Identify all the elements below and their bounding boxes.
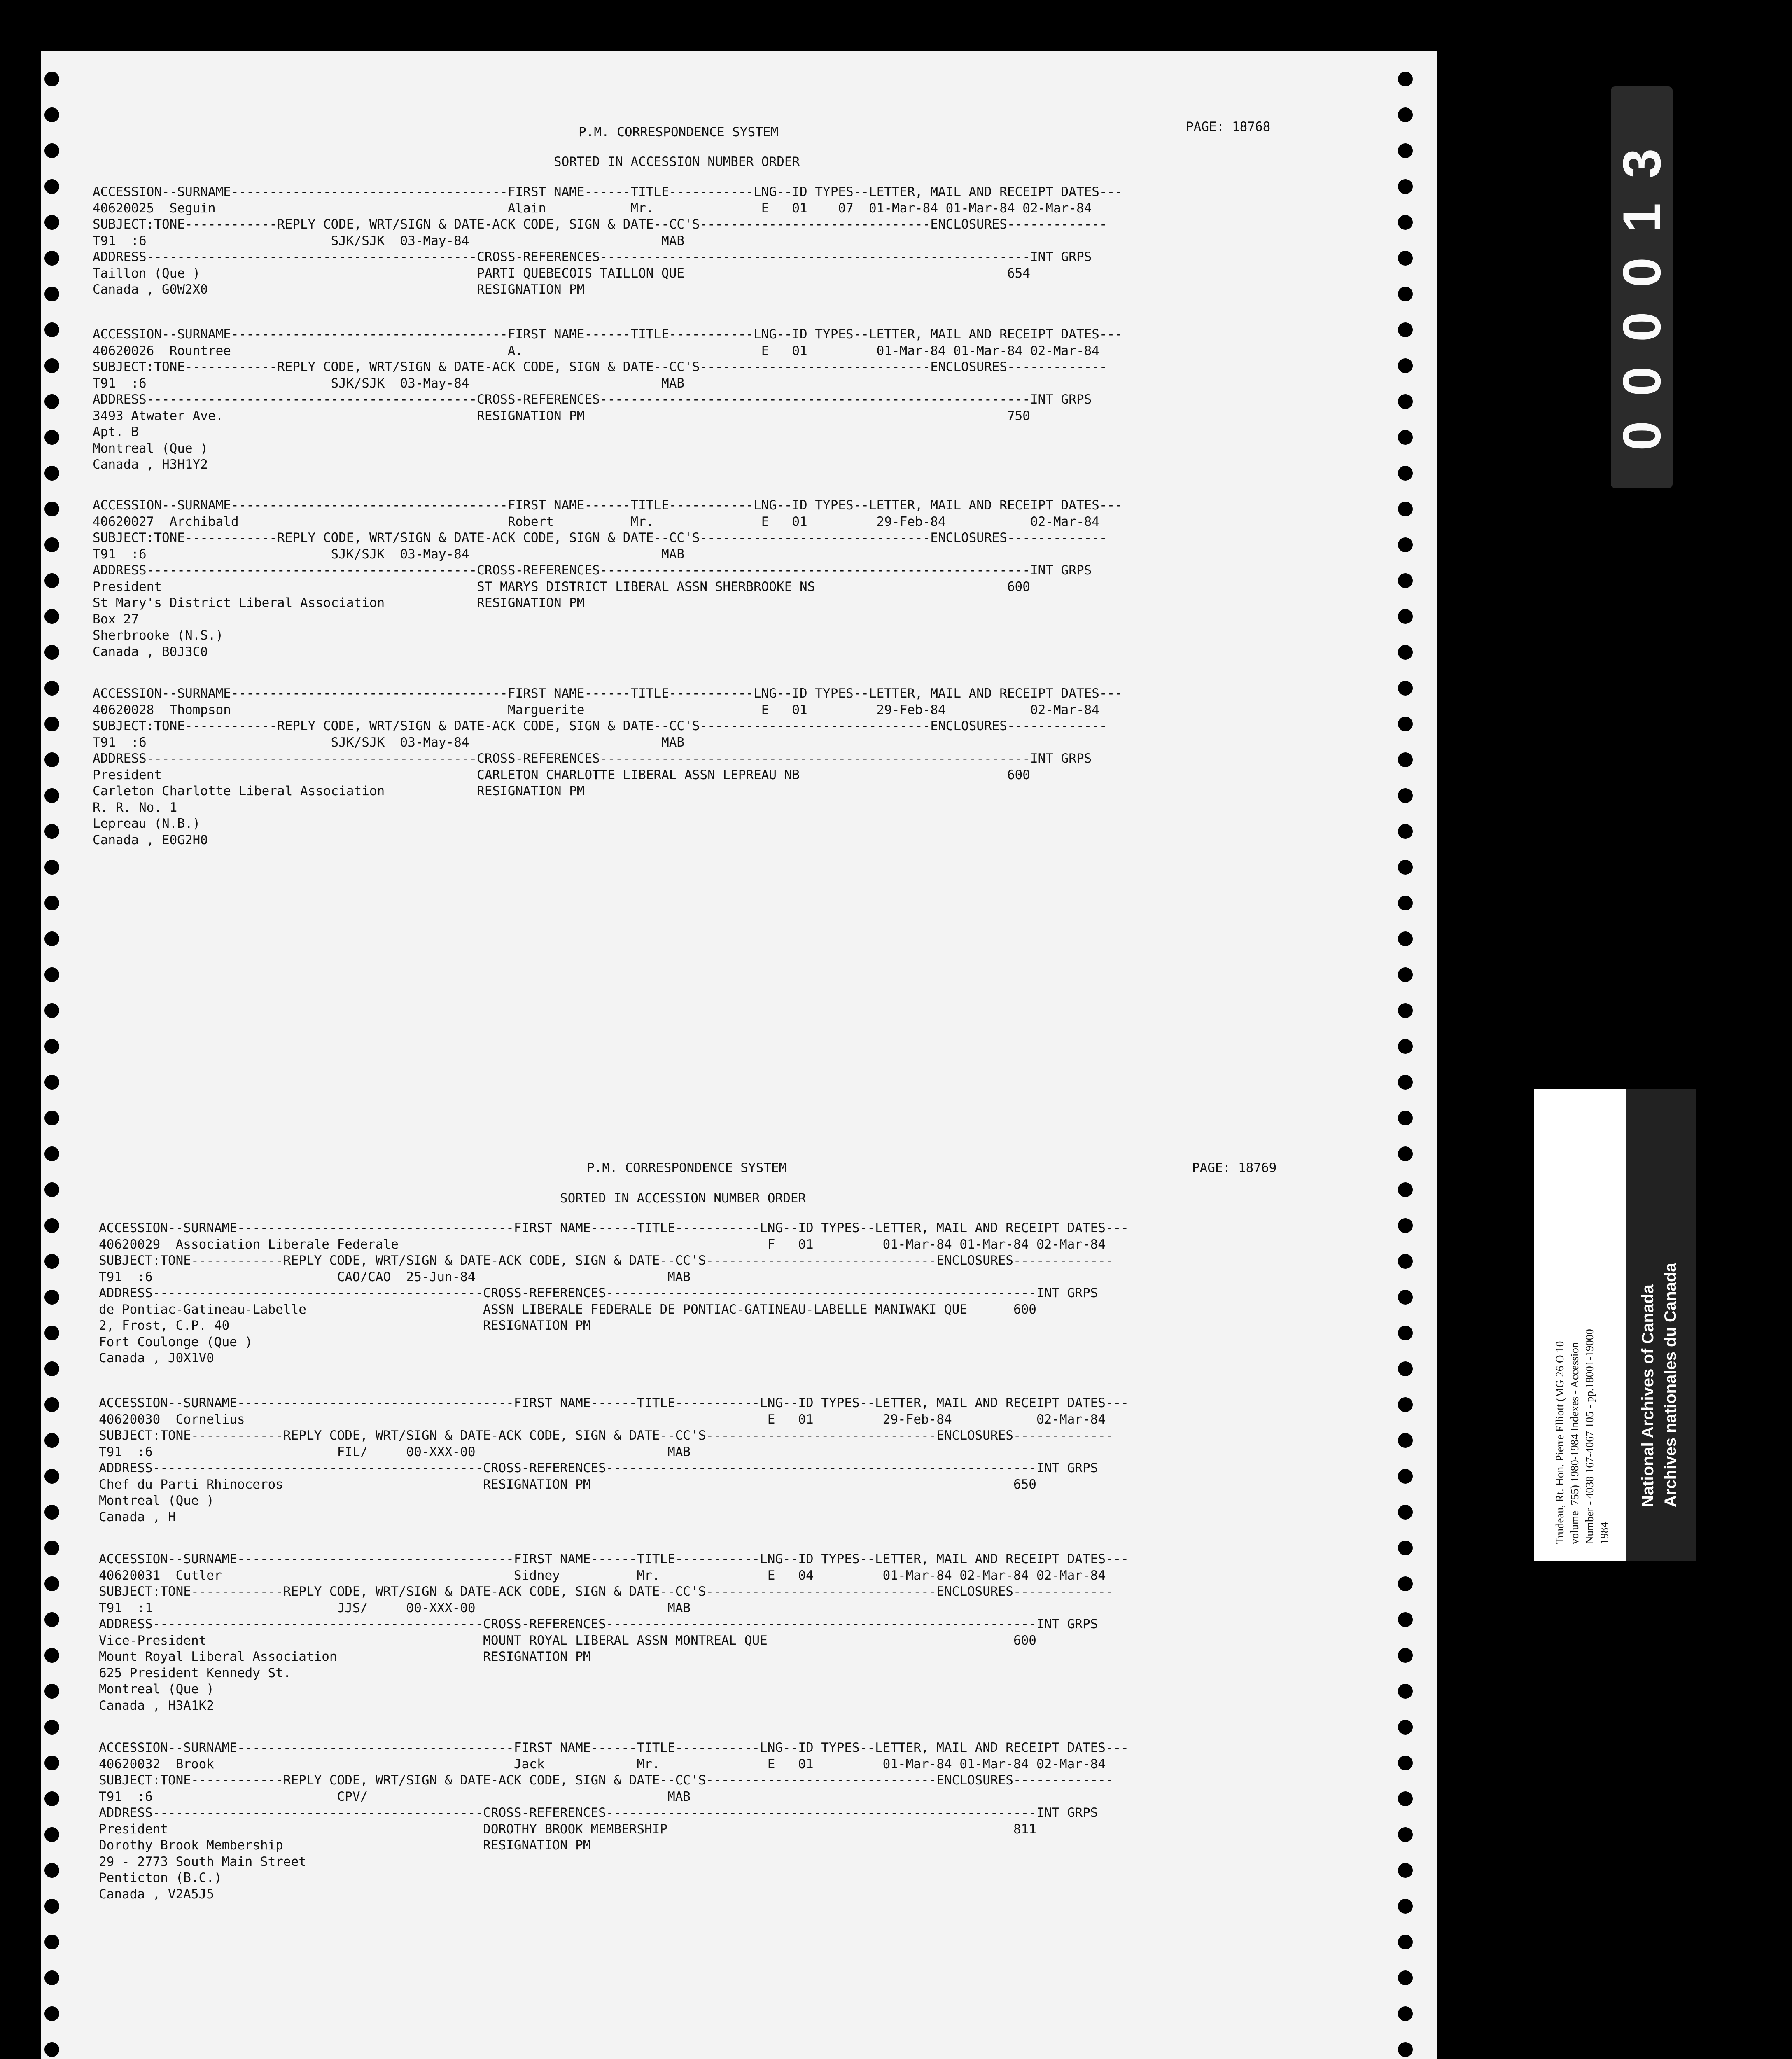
record-block: ACCESSION--SURNAME------------------------------------FIRST NAME------TITLE-----------LNG--ID TYPES--LETTER, MAIL AND RECEIPT DATES--- 40620031 Cutler Sidney Mr. E 04 01-Mar-84 02-Mar-84 02-Mar-84 SUBJECT:TONE------------REPLY CODE, WRT/SIGN & DATE-ACK CODE, SIGN & DATE--CC'S------------------------------ENCLOSURES------------- T91 :1 JJS/ 00-XXX-00 MAB ADDRESS-------------------------------------------CROSS-REFERENCES--------------------------------------------------------INT GRPS Vice-President MOUNT ROYAL LIBERAL ASSN MONTREAL QUE 600 Mount Royal Liberal Association RESIGNATION PM 625 President Kennedy St. Montreal (Que ) Canada , H3A1K2 xyxy=(99,1552,1129,1713)
feed-hole xyxy=(1398,394,1413,409)
archive-label xyxy=(1534,1089,1696,1561)
feed-hole xyxy=(44,752,59,767)
feed-hole xyxy=(44,358,59,373)
feed-hole xyxy=(1398,1612,1413,1627)
feed-hole xyxy=(1398,967,1413,982)
feed-hole xyxy=(44,72,59,86)
institution-band xyxy=(1626,1089,1696,1561)
system-title: P.M. CORRESPONDENCE SYSTEM xyxy=(579,125,779,140)
sort-caption: SORTED IN ACCESSION NUMBER ORDER xyxy=(554,154,800,169)
feed-hole xyxy=(1398,2042,1413,2057)
frame-number: 000013 xyxy=(1612,124,1672,451)
feed-hole xyxy=(44,1541,59,1555)
feed-hole xyxy=(44,1899,59,1914)
feed-hole xyxy=(1398,251,1413,266)
feed-hole xyxy=(1398,502,1413,516)
feed-hole xyxy=(1398,573,1413,588)
feed-hole xyxy=(44,1290,59,1305)
institution-fr: Archives nationales du Canada xyxy=(1661,1263,1680,1507)
feed-hole xyxy=(44,2042,59,2057)
record-block: ACCESSION--SURNAME------------------------------------FIRST NAME------TITLE-----------LNG--ID TYPES--LETTER, MAIL AND RECEIPT DATES--- 40620029 Association Liberale Federale F 01 01-Mar-84 01-Mar-84 02-Mar-84 SUBJECT:TONE------------REPLY CODE, WRT/SIGN & DATE-ACK CODE, SIGN & DATE--CC'S------------------------------ENCLOSURES------------- T91 :6 CAO/CAO 25-Jun-84 MAB ADDRESS-------------------------------------------CROSS-REFERENCES--------------------------------------------------------INT GRPS de Pontiac-Gatineau-Labelle ASSN LIBERALE FEDERALE DE PONTIAC-GATINEAU-LABELLE MANIWAKI QUE 600 2, Frost, C.P. 40 RESIGNATION PM Fort Coulonge (Que ) Canada , J0X1V0 xyxy=(99,1221,1129,1366)
feed-hole xyxy=(1398,681,1413,696)
feed-hole xyxy=(44,1397,59,1412)
feed-hole xyxy=(44,287,59,301)
feed-hole xyxy=(1398,1756,1413,1770)
feed-hole xyxy=(44,1863,59,1878)
feed-hole xyxy=(44,573,59,588)
feed-hole xyxy=(44,788,59,803)
feed-hole xyxy=(44,1684,59,1699)
feed-hole xyxy=(44,466,59,481)
feed-hole xyxy=(1398,1863,1413,1878)
feed-hole xyxy=(1398,1576,1413,1591)
feed-hole xyxy=(1398,466,1413,481)
system-title: P.M. CORRESPONDENCE SYSTEM xyxy=(587,1160,787,1175)
feed-hole xyxy=(44,215,59,230)
feed-hole xyxy=(1398,609,1413,624)
feed-hole xyxy=(44,1182,59,1197)
record-block: ACCESSION--SURNAME------------------------------------FIRST NAME------TITLE-----------LNG--ID TYPES--LETTER, MAIL AND RECEIPT DATES--- 40620030 Cornelius E 01 29-Feb-84 02-Mar-84 SUBJECT:TONE------------REPLY CODE, WRT/SIGN & DATE-ACK CODE, SIGN & DATE--CC'S------------------------------ENCLOSURES------------- T91 :6 FIL/ 00-XXX-00 MAB ADDRESS-------------------------------------------CROSS-REFERENCES--------------------------------------------------------INT GRPS Chef du Parti Rhinoceros RESIGNATION PM 650 Montreal (Que ) Canada , H xyxy=(99,1396,1129,1524)
feed-hole xyxy=(1398,824,1413,839)
feed-hole xyxy=(44,1505,59,1520)
feed-hole xyxy=(1398,1970,1413,1985)
feed-hole xyxy=(1398,1684,1413,1699)
feed-hole xyxy=(44,931,59,946)
feed-hole xyxy=(1398,1003,1413,1018)
feed-hole xyxy=(44,1254,59,1269)
feed-hole xyxy=(44,1361,59,1376)
feed-hole xyxy=(44,1218,59,1233)
feed-hole xyxy=(44,107,59,122)
feed-hole xyxy=(44,537,59,552)
institution-en: National Archives of Canada xyxy=(1639,1284,1657,1507)
feed-hole xyxy=(1398,1541,1413,1555)
feed-hole xyxy=(44,1469,59,1484)
feed-hole xyxy=(44,1039,59,1054)
feed-hole xyxy=(1398,72,1413,86)
feed-hole xyxy=(1398,1290,1413,1305)
feed-hole xyxy=(1398,1433,1413,1448)
feed-hole xyxy=(44,1576,59,1591)
sort-caption: SORTED IN ACCESSION NUMBER ORDER xyxy=(560,1191,806,1206)
feed-hole xyxy=(44,967,59,982)
feed-hole xyxy=(44,322,59,337)
feed-hole xyxy=(1398,1827,1413,1842)
feed-hole xyxy=(44,179,59,194)
feed-hole xyxy=(1398,717,1413,731)
feed-hole xyxy=(44,1756,59,1770)
feed-hole xyxy=(44,1433,59,1448)
feed-hole xyxy=(44,36,59,51)
feed-hole xyxy=(1398,931,1413,946)
feed-hole xyxy=(44,1935,59,1949)
feed-hole xyxy=(1398,537,1413,552)
feed-hole xyxy=(1398,1075,1413,1090)
page-number: PAGE: 18768 xyxy=(1186,119,1271,134)
feed-hole xyxy=(1398,358,1413,373)
feed-hole xyxy=(1398,1218,1413,1233)
feed-hole xyxy=(1398,1326,1413,1340)
feed-hole xyxy=(1398,1720,1413,1735)
feed-hole xyxy=(44,609,59,624)
feed-hole xyxy=(1398,1935,1413,1949)
feed-hole xyxy=(44,1970,59,1985)
feed-hole xyxy=(44,143,59,158)
feed-hole xyxy=(44,1827,59,1842)
feed-hole xyxy=(1398,1469,1413,1484)
record-block: ACCESSION--SURNAME------------------------------------FIRST NAME------TITLE-----------LNG--ID TYPES--LETTER, MAIL AND RECEIPT DATES--- 40620032 Brook Jack Mr. E 01 01-Mar-84 01-Mar-84 02-Mar-84 SUBJECT:TONE------------REPLY CODE, WRT/SIGN & DATE-ACK CODE, SIGN & DATE--CC'S------------------------------ENCLOSURES------------- T91 :6 CPV/ MAB ADDRESS-------------------------------------------CROSS-REFERENCES--------------------------------------------------------INT GRPS President DOROTHY BROOK MEMBERSHIP 811 Dorothy Brook Membership RESIGNATION PM 29 - 2773 South Main Street Penticton (B.C.) Canada , V2A5J5 xyxy=(99,1740,1129,1902)
feed-hole xyxy=(44,1111,59,1125)
feed-hole xyxy=(1398,215,1413,230)
feed-hole xyxy=(44,1326,59,1340)
record-block: ACCESSION--SURNAME------------------------------------FIRST NAME------TITLE-----------LNG--ID TYPES--LETTER, MAIL AND RECEIPT DATES--- 40620028 Thompson Marguerite E 01 29-Feb-84 02-Mar-84 SUBJECT:TONE------------REPLY CODE, WRT/SIGN & DATE-ACK CODE, SIGN & DATE--CC'S------------------------------ENCLOSURES------------- T91 :6 SJK/SJK 03-May-84 MAB ADDRESS-------------------------------------------CROSS-REFERENCES--------------------------------------------------------INT GRPS President CARLETON CHARLOTTE LIBERAL ASSN LEPREAU NB 600 Carleton Charlotte Liberal Association RESIGNATION PM R. R. No. 1 Lepreau (N.B.) Canada , E0G2H0 xyxy=(93,686,1122,847)
feed-hole xyxy=(1398,287,1413,301)
feed-hole xyxy=(44,2006,59,2021)
feed-hole xyxy=(1398,322,1413,337)
feed-hole xyxy=(1398,1791,1413,1806)
feed-hole xyxy=(44,1075,59,1090)
feed-hole xyxy=(44,1146,59,1161)
feed-hole xyxy=(1398,860,1413,875)
feed-hole xyxy=(1398,1505,1413,1520)
feed-hole xyxy=(44,394,59,409)
feed-hole xyxy=(1398,107,1413,122)
feed-hole xyxy=(44,717,59,731)
feed-hole xyxy=(44,1720,59,1735)
feed-hole xyxy=(1398,1039,1413,1054)
record-block: ACCESSION--SURNAME------------------------------------FIRST NAME------TITLE-----------LNG--ID TYPES--LETTER, MAIL AND RECEIPT DATES--- 40620026 Rountree A. E 01 01-Mar-84 01-Mar-84 02-Mar-84 SUBJECT:TONE------------REPLY CODE, WRT/SIGN & DATE-ACK CODE, SIGN & DATE--CC'S------------------------------ENCLOSURES------------- T91 :6 SJK/SJK 03-May-84 MAB ADDRESS-------------------------------------------CROSS-REFERENCES--------------------------------------------------------INT GRPS 3493 Atwater Ave. RESIGNATION PM 750 Apt. B Montreal (Que ) Canada , H3H1Y2 xyxy=(93,327,1122,472)
feed-hole xyxy=(44,1003,59,1018)
feed-hole xyxy=(44,1612,59,1627)
feed-hole xyxy=(1398,1254,1413,1269)
feed-hole xyxy=(44,251,59,266)
feed-hole xyxy=(44,860,59,875)
feed-hole xyxy=(44,645,59,660)
fonds-description: Trudeau, Rt. Hon. Pierre Elliott (MG 26 O 10 volume 755) 1980-1984 Indexes - Accession Number - 4038 167-4067 105 - pp.18001-19000 1984 xyxy=(1554,1329,1610,1544)
feed-hole xyxy=(44,896,59,910)
page-number: PAGE: 18769 xyxy=(1192,1160,1277,1175)
feed-hole xyxy=(1398,1146,1413,1161)
feed-hole xyxy=(44,502,59,516)
feed-hole xyxy=(1398,1648,1413,1663)
feed-hole xyxy=(1398,896,1413,910)
feed-hole xyxy=(1398,1111,1413,1125)
feed-hole xyxy=(1398,752,1413,767)
feed-hole xyxy=(1398,430,1413,445)
record-block: ACCESSION--SURNAME------------------------------------FIRST NAME------TITLE-----------LNG--ID TYPES--LETTER, MAIL AND RECEIPT DATES--- 40620027 Archibald Robert Mr. E 01 29-Feb-84 02-Mar-84 SUBJECT:TONE------------REPLY CODE, WRT/SIGN & DATE-ACK CODE, SIGN & DATE--CC'S------------------------------ENCLOSURES------------- T91 :6 SJK/SJK 03-May-84 MAB ADDRESS-------------------------------------------CROSS-REFERENCES--------------------------------------------------------INT GRPS President ST MARYS DISTRICT LIBERAL ASSN SHERBROOKE NS 600 St Mary's District Liberal Association RESIGNATION PM Box 27 Sherbrooke (N.S.) Canada , B0J3C0 xyxy=(93,498,1122,659)
feed-hole xyxy=(1398,36,1413,51)
feed-hole xyxy=(1398,1899,1413,1914)
feed-hole xyxy=(1398,1397,1413,1412)
feed-hole xyxy=(1398,1182,1413,1197)
feed-hole xyxy=(44,824,59,839)
feed-hole xyxy=(44,681,59,696)
feed-hole xyxy=(1398,1361,1413,1376)
feed-hole xyxy=(44,430,59,445)
feed-hole xyxy=(44,1791,59,1806)
feed-hole xyxy=(1398,2006,1413,2021)
record-block: ACCESSION--SURNAME------------------------------------FIRST NAME------TITLE-----------LNG--ID TYPES--LETTER, MAIL AND RECEIPT DATES--- 40620025 Seguin Alain Mr. E 01 07 01-Mar-84 01-Mar-84 02-Mar-84 SUBJECT:TONE------------REPLY CODE, WRT/SIGN & DATE-ACK CODE, SIGN & DATE--CC'S------------------------------ENCLOSURES------------- T91 :6 SJK/SJK 03-May-84 MAB ADDRESS-------------------------------------------CROSS-REFERENCES--------------------------------------------------------INT GRPS Taillon (Que ) PARTI QUEBECOIS TAILLON QUE 654 Canada , G0W2X0 RESIGNATION PM xyxy=(93,184,1122,297)
feed-hole xyxy=(44,1648,59,1663)
feed-hole xyxy=(1398,645,1413,660)
feed-hole xyxy=(1398,179,1413,194)
feed-hole xyxy=(1398,788,1413,803)
feed-hole xyxy=(1398,143,1413,158)
